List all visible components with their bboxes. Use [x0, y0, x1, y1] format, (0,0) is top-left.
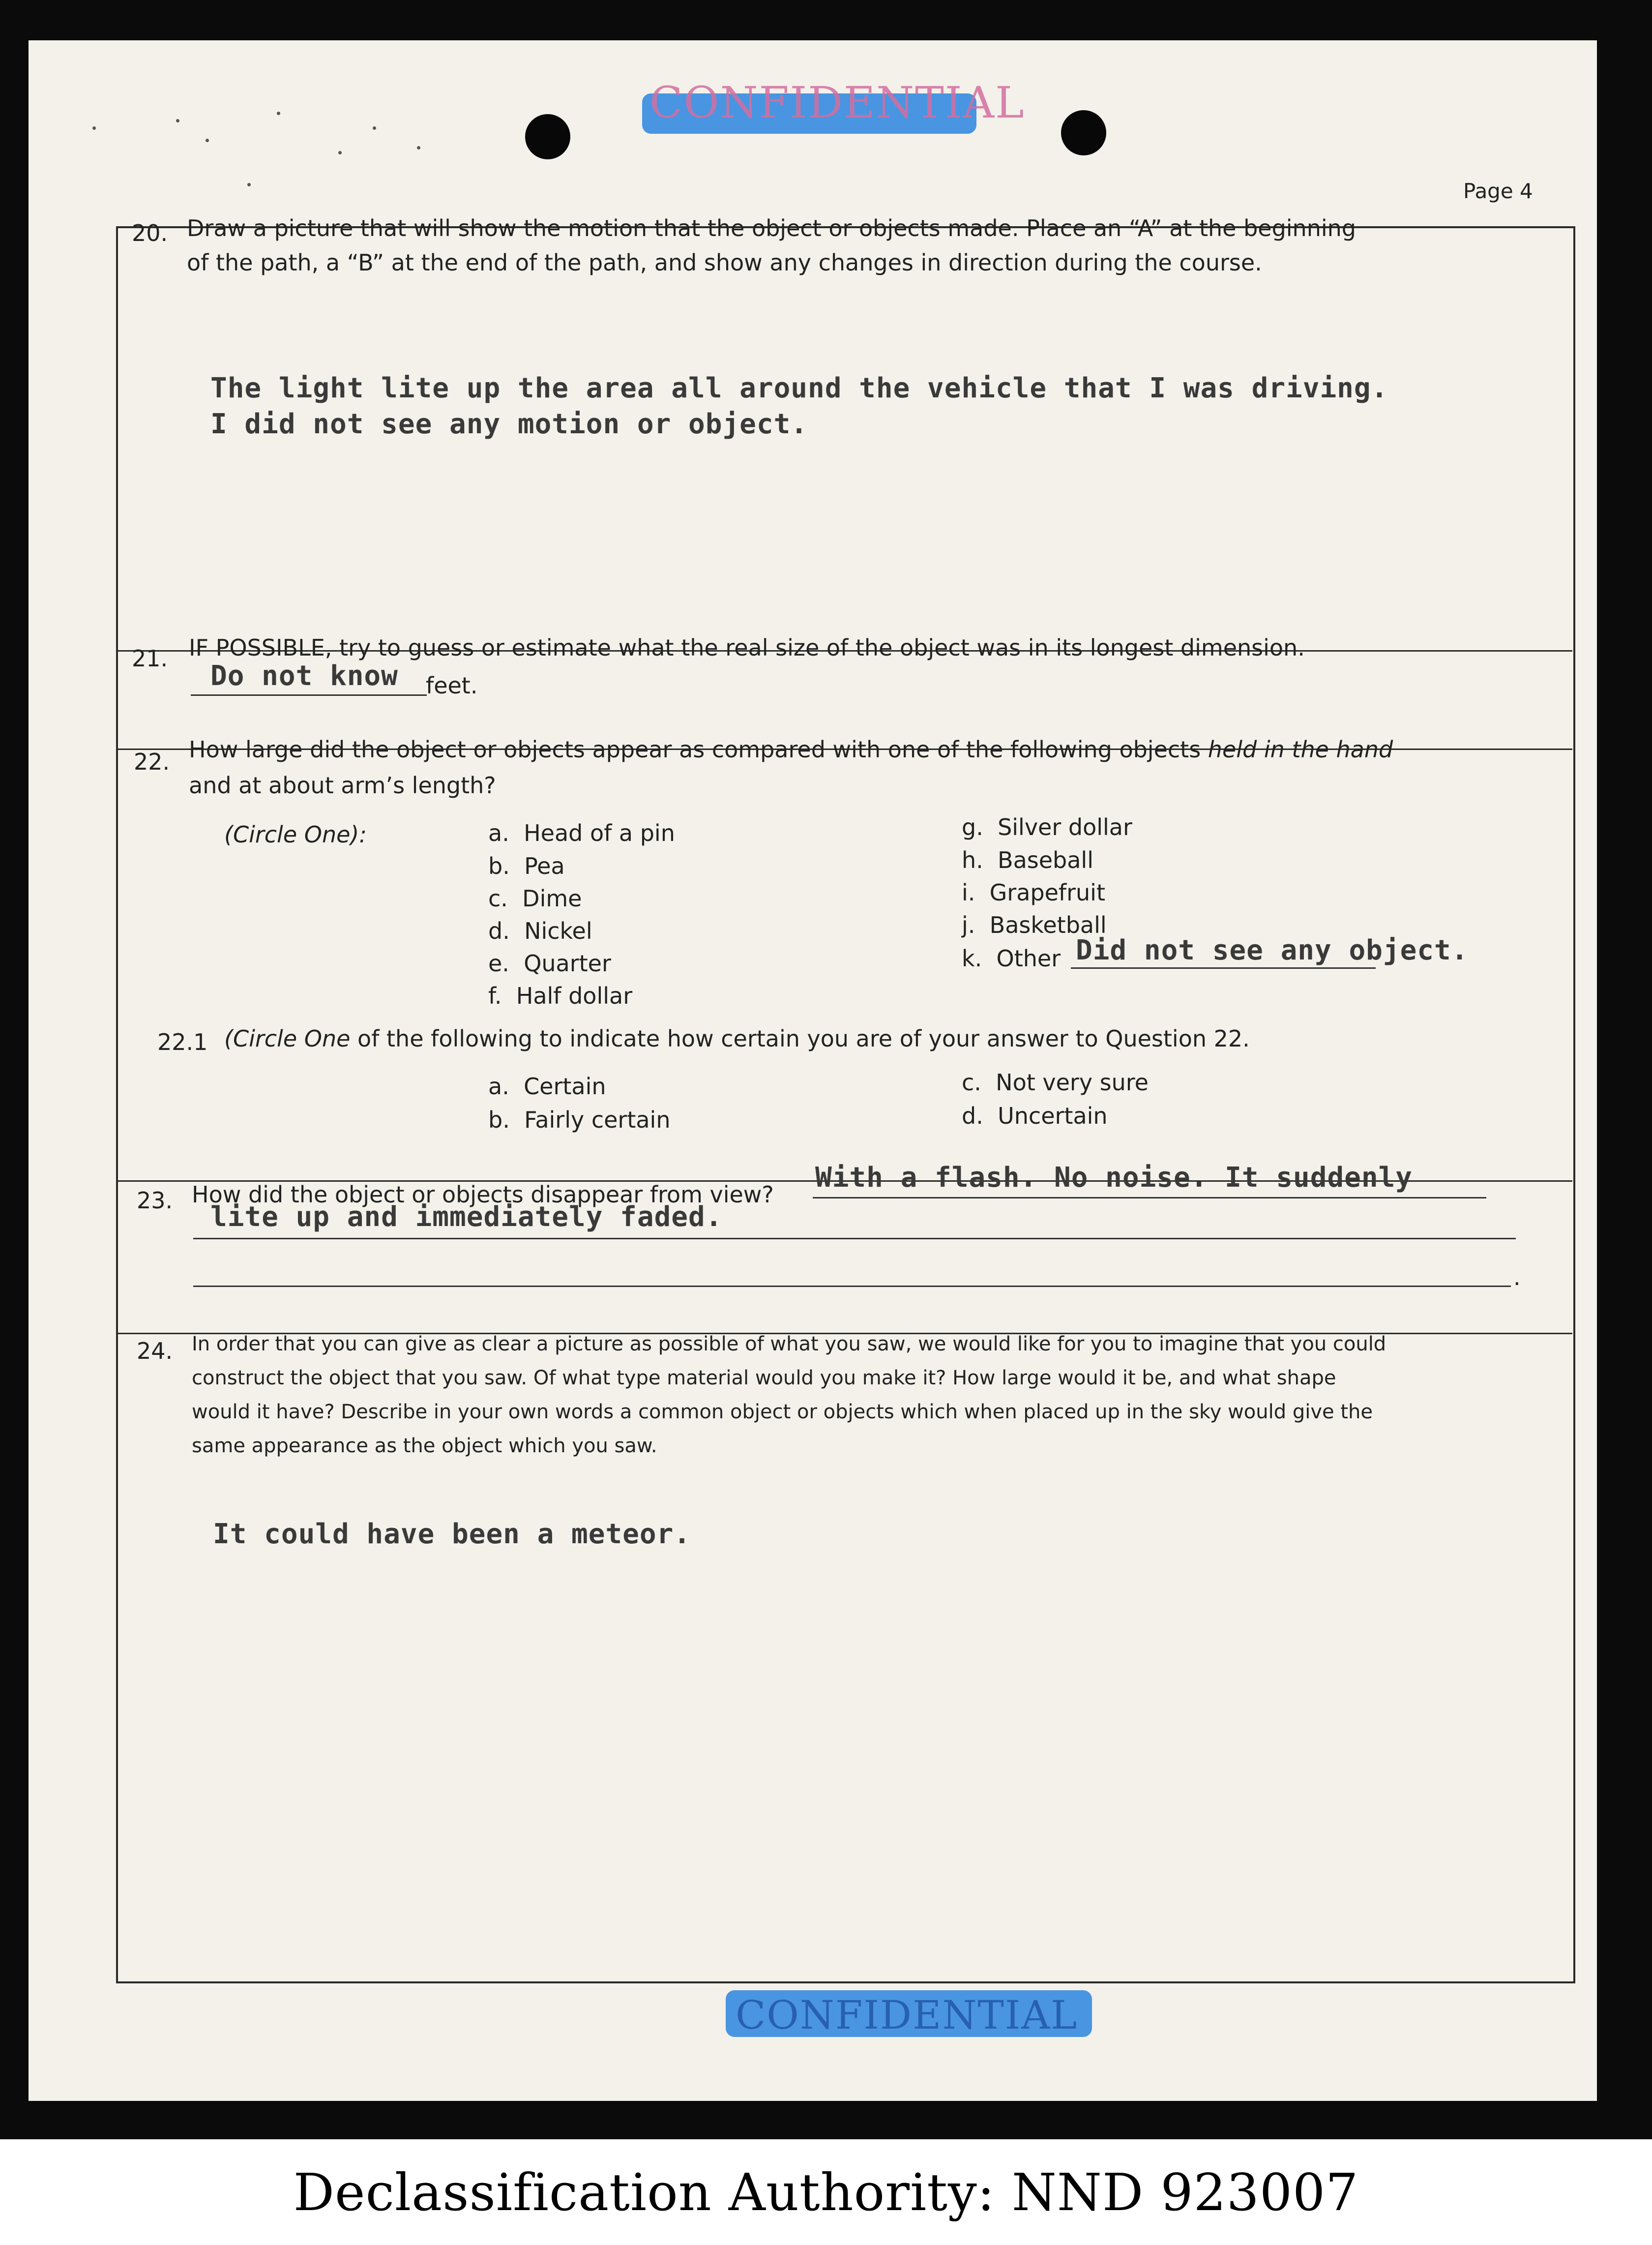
q22-option-a[interactable]: a. Head of a pin: [488, 820, 675, 846]
q22-number: 22.: [134, 748, 170, 775]
document-page: [29, 40, 1597, 2101]
q22-circle-one: (Circle One):: [224, 821, 367, 848]
q22-option-d[interactable]: d. Nickel: [488, 918, 592, 944]
q22-option-k[interactable]: k. Other: [962, 945, 1061, 972]
q22-1-option-c[interactable]: c. Not very sure: [962, 1069, 1149, 1096]
q21-unit: feet.: [426, 672, 478, 699]
q22-other-answer: Did not see any object.: [1076, 934, 1469, 966]
q22-option-i[interactable]: i. Grapefruit: [962, 879, 1105, 906]
punch-hole-left: [525, 114, 570, 159]
q24-text-line1: In order that you can give as clear a picture as possible of what you saw, we would like for you to imagine that you could: [192, 1333, 1386, 1355]
q23-answer-line1: With a flash. No noise. It suddenly: [815, 1162, 1413, 1194]
confidential-stamp-top: CONFIDENTIAL: [637, 75, 991, 139]
q20-number: 20.: [132, 220, 168, 246]
q22-1-option-b[interactable]: b. Fairly certain: [488, 1107, 671, 1133]
q24-text-line3: would it have? Describe in your own words a common object or objects which when placed up in the sky would give the: [192, 1401, 1373, 1423]
q22-1-option-d[interactable]: d. Uncertain: [962, 1103, 1108, 1129]
q22-1-option-a[interactable]: a. Certain: [488, 1073, 606, 1100]
q24-answer: It could have been a meteor.: [213, 1518, 691, 1550]
caption-band: [0, 2139, 1652, 2245]
q23-number: 23.: [137, 1187, 173, 1214]
q23-text: How did the object or objects disappear from view?: [192, 1181, 774, 1208]
q22-option-e[interactable]: e. Quarter: [488, 950, 611, 977]
q22-option-h[interactable]: h. Baseball: [962, 847, 1093, 873]
q23-end-mark: .: [1513, 1264, 1521, 1290]
q20-answer-line2: I did not see any motion or object.: [210, 408, 808, 440]
q22-option-f[interactable]: f. Half dollar: [488, 983, 633, 1009]
q21-answer: Do not know: [210, 660, 398, 692]
q22-option-j[interactable]: j. Basketball: [962, 912, 1107, 938]
q22-option-b[interactable]: b. Pea: [488, 853, 565, 879]
q22-text-line1: How large did the object or objects appear as compared with one of the following objects held in the hand: [189, 736, 1393, 763]
punch-hole-right: [1061, 110, 1106, 155]
q24-text-line4: same appearance as the object which you saw.: [192, 1435, 657, 1457]
q23-line1: [813, 1197, 1486, 1198]
q22-option-c[interactable]: c. Dime: [488, 885, 582, 912]
q24-text-line2: construct the object that you saw. Of what type material would you make it? How large would it be, and what shape: [192, 1367, 1336, 1389]
q22-option-g[interactable]: g. Silver dollar: [962, 814, 1132, 840]
form-frame: [116, 226, 1575, 1983]
q22-1-number: 22.1: [157, 1029, 208, 1055]
q21-text: IF POSSIBLE, try to guess or estimate what the real size of the object was in its longest dimension.: [189, 634, 1305, 661]
q21-answer-line: [191, 694, 427, 696]
q24-number: 24.: [137, 1338, 173, 1364]
q22-text-line2: and at about arm’s length?: [189, 772, 496, 799]
q21-number: 21.: [132, 645, 168, 672]
q22-other-line: [1071, 967, 1376, 969]
q20-answer-line1: The light lite up the area all around the vehicle that I was driving.: [210, 372, 1388, 404]
confidential-stamp-bottom: CONFIDENTIAL: [726, 1985, 1099, 2044]
q23-line3: [193, 1286, 1511, 1287]
q23-line2: [193, 1238, 1516, 1239]
page-number: Page 4: [1463, 179, 1533, 203]
q20-text-line2: of the path, a “B” at the end of the path, and show any changes in direction during the course.: [187, 249, 1262, 276]
q23-answer-line2: lite up and immediately faded.: [210, 1201, 723, 1233]
q22-1-text: (Circle One of the following to indicate how certain you are of your answer to Question 22.: [224, 1025, 1250, 1052]
q20-text-line1: Draw a picture that will show the motion that the object or objects made. Place an “A” at the beginning: [187, 215, 1356, 241]
declassification-caption: Declassification Authority: NND 923007: [293, 2162, 1359, 2222]
